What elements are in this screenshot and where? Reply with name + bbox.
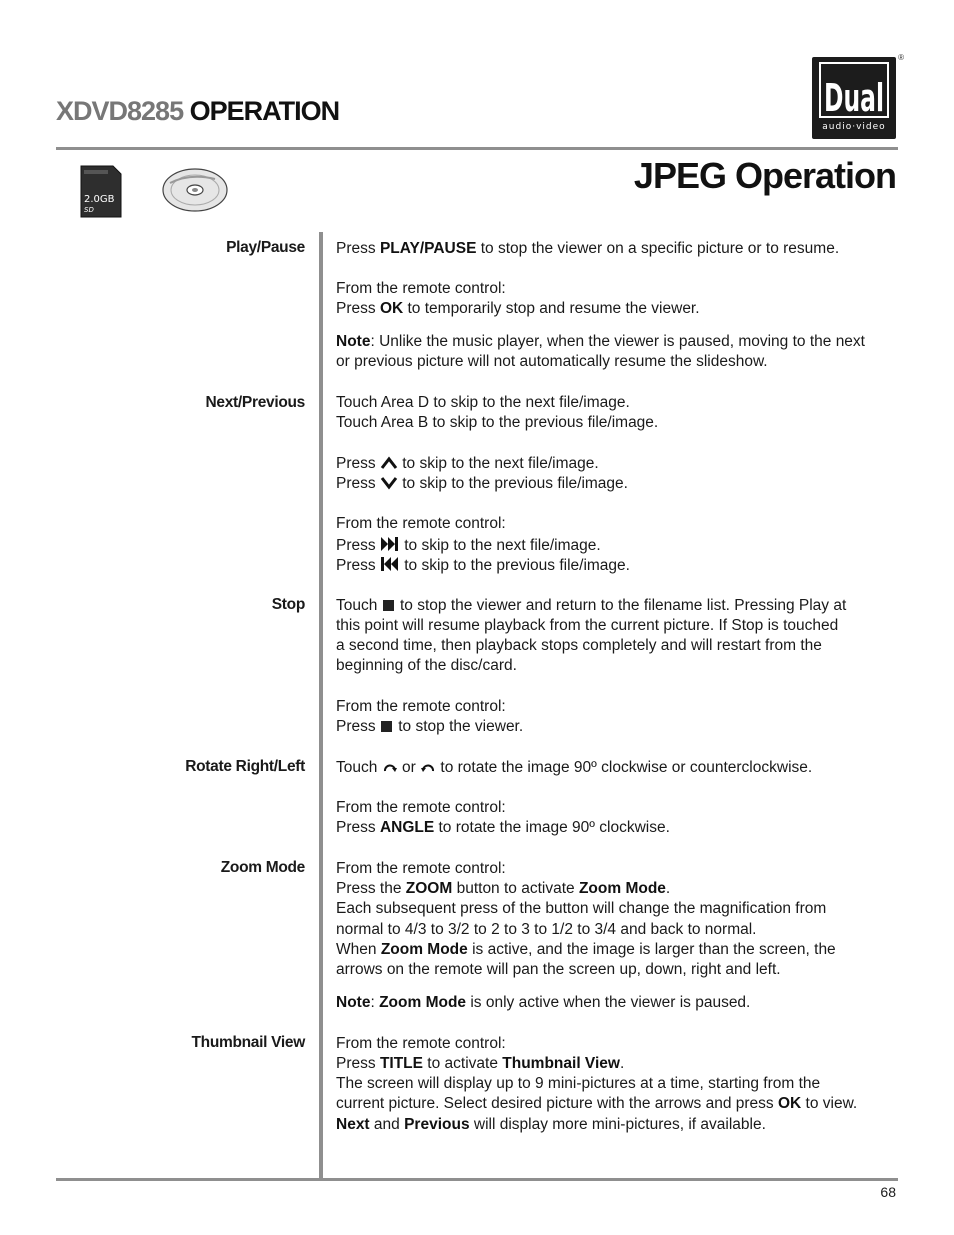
dual-logo-mark [818, 61, 890, 119]
area-d-line: Touch Area D to skip to the next file/image. [336, 394, 630, 411]
operation-label: OPERATION [189, 96, 340, 126]
rotate-right-icon [382, 760, 398, 774]
label-next-previous: Next/Previous [205, 394, 305, 411]
remote-line: From the remote control: [336, 515, 506, 532]
title-key: TITLE [379, 1055, 423, 1072]
remote-line: From the remote control: [336, 698, 506, 715]
area-b-line: Touch Area B to skip to the previous file/image. [336, 414, 659, 431]
label-rotate: Rotate Right/Left [185, 758, 305, 775]
stop-remote-line: Press to stop the viewer. [336, 718, 524, 735]
note-line: Note: Unlike the music player, when the viewer is paused, moving to the next [336, 333, 865, 350]
stop-icon [383, 600, 394, 611]
header-title [56, 96, 339, 127]
play-pause-line: Press PLAY/PAUSE to stop the viewer on a specific picture or to resume. [336, 240, 840, 257]
stop-line: Touch to stop the viewer and return to the filename list. Pressing Play at [336, 597, 847, 614]
note-label: Note [336, 994, 371, 1011]
skip-previous-line: Press to skip to the previous file/image. [336, 557, 630, 574]
skip-next-line: Press to skip to the next file/image. [336, 537, 601, 554]
next-key: Next [336, 1116, 370, 1133]
label-play-pause: Play/Pause [226, 239, 305, 256]
page-number: 68 [880, 1184, 896, 1200]
thumbnail-line: Press TITLE to activate Thumbnail View. [336, 1055, 625, 1072]
note-line: or previous picture will not automatically resume the slideshow. [336, 353, 768, 370]
zoom-line: Press the ZOOM button to activate Zoom Mode. [336, 880, 671, 897]
zoom-line: When Zoom Mode is active, and the image is larger than the screen, the [336, 941, 836, 958]
skip-next-icon [380, 536, 400, 552]
logo-subtitle: audio·video [822, 122, 886, 132]
footer-divider [56, 1178, 898, 1181]
previous-key: Previous [404, 1116, 470, 1133]
header-divider [56, 147, 898, 150]
label-zoom-mode: Zoom Mode [220, 859, 305, 876]
thumbnail-line: Next and Previous will display more mini-pictures, if available. [336, 1116, 766, 1133]
page-title: JPEG Operation [633, 155, 896, 196]
angle-key: ANGLE [379, 819, 435, 836]
zoom-line: arrows on the remote will pan the screen up, down, right and left. [336, 961, 781, 978]
down-arrow-icon [380, 476, 398, 490]
label-thumbnail-view: Thumbnail View [191, 1034, 305, 1051]
svg-text:SD: SD [84, 206, 94, 214]
ok-key: OK [379, 300, 404, 317]
remote-line: From the remote control: [336, 1035, 506, 1052]
skip-previous-icon [380, 556, 400, 572]
up-arrow-icon [380, 456, 398, 470]
label-stop: Stop [271, 596, 305, 613]
disc-icon [160, 165, 230, 215]
logo-text: Dual [824, 76, 884, 120]
registered-mark: ® [898, 53, 904, 62]
zoom-key: ZOOM [405, 880, 453, 897]
thumbnail-line: The screen will display up to 9 mini-pictures at a time, starting from the [336, 1075, 821, 1092]
model-name: XDVD8285 [56, 96, 184, 126]
sd-card-icon [79, 164, 123, 219]
stop-line: this point will resume playback from the current picture. If Stop is touched [336, 617, 839, 634]
ok-line: Press OK to temporarily stop and resume the viewer. [336, 300, 700, 317]
sd-card-label: 2.0GB [84, 194, 115, 205]
stop-line: a second time, then playback stops completely and will restart from the [336, 637, 822, 654]
dual-logo [812, 53, 904, 139]
zoom-line: Each subsequent press of the button will change the magnification from [336, 900, 827, 917]
rotate-line: Touch or to rotate the image 90º clockwise or counterclockwise. [336, 759, 813, 776]
remote-line: From the remote control: [336, 280, 506, 297]
angle-line: Press ANGLE to rotate the image 90º clockwise. [336, 819, 670, 836]
up-arrow-line: Press to skip to the next file/image. [336, 455, 599, 472]
remote-line: From the remote control: [336, 799, 506, 816]
stop-icon [381, 721, 392, 732]
thumbnail-line: current picture. Select desired picture with the arrows and press OK to view. [336, 1095, 858, 1112]
stop-line: beginning of the disc/card. [336, 657, 517, 674]
remote-line: From the remote control: [336, 860, 506, 877]
note-line: Note: Zoom Mode is only active when the viewer is paused. [336, 994, 751, 1011]
column-divider [319, 232, 323, 1180]
note-label: Note [336, 333, 371, 350]
zoom-line: normal to 4/3 to 3/2 to 2 to 3 to 1/2 to 3/4 and back to normal. [336, 921, 757, 938]
rotate-left-icon [420, 760, 436, 774]
play-pause-key: PLAY/PAUSE [379, 240, 477, 257]
ok-key: OK [777, 1095, 802, 1112]
down-arrow-line: Press to skip to the previous file/image. [336, 475, 628, 492]
